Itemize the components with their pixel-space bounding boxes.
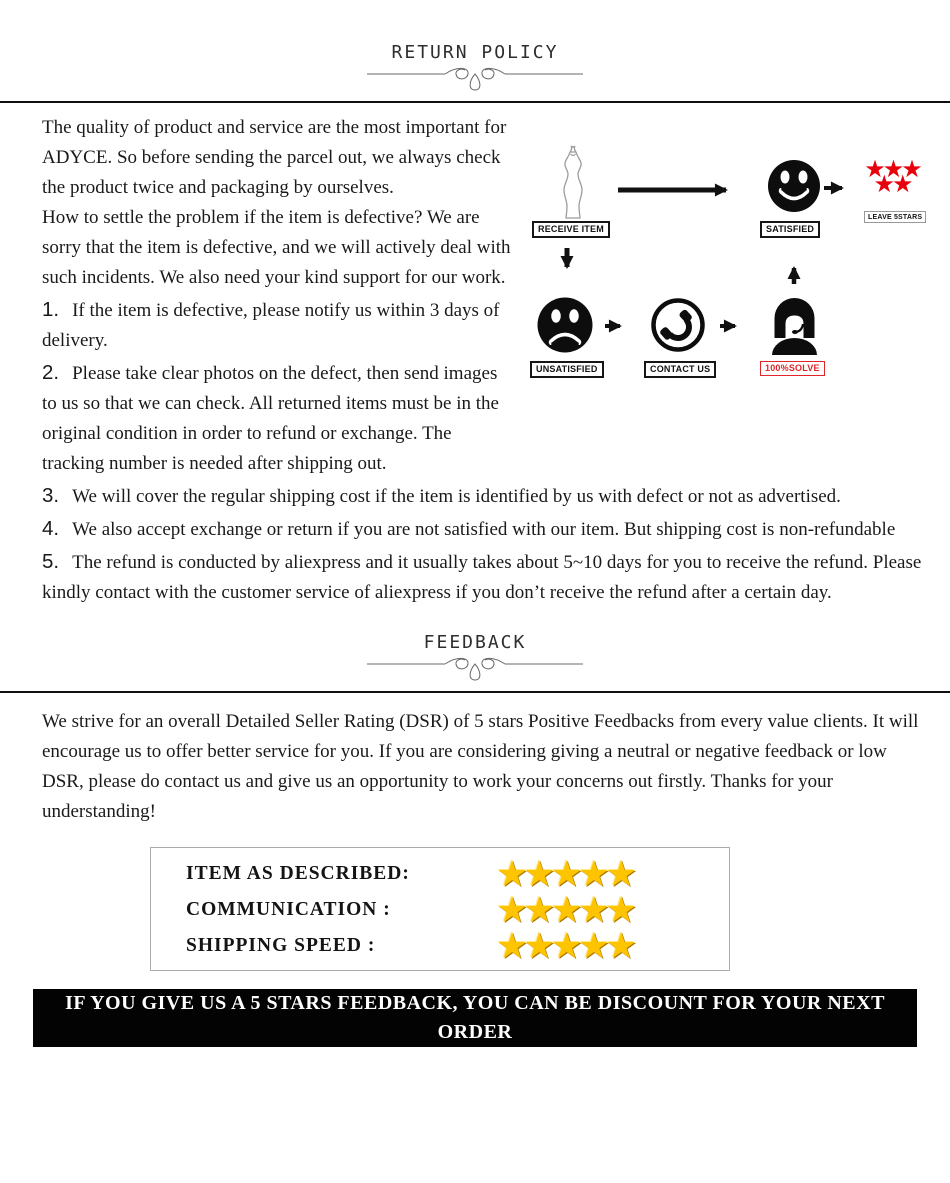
gold-star-icon: ★ xyxy=(550,854,578,894)
rating-row xyxy=(186,928,729,964)
gold-star-icon: ★ xyxy=(577,926,606,966)
item-text: The refund is conducted by aliexpress and it usually takes about 5~10 days for you to receive the refund. Please kindly contact with the customer service of aliexpress if you don’t receive the refund after a certain day. xyxy=(42,552,922,603)
item-number: 2. xyxy=(42,361,60,384)
gold-star-icon: ★ xyxy=(577,890,606,930)
item-number: 1. xyxy=(42,298,60,321)
feedback-header xyxy=(0,608,950,682)
satisfaction-flowchart xyxy=(524,121,922,475)
rating-label: COMMUNICATION : xyxy=(186,899,391,920)
gold-star-icon: ★ xyxy=(605,854,633,894)
gold-star-icon: ★ xyxy=(496,890,524,930)
gold-star-icon: ★ xyxy=(496,854,524,894)
divider-line-bottom xyxy=(0,691,950,693)
ratings-table xyxy=(150,847,730,971)
unsatisfied-label: UNSATISFIED xyxy=(530,361,604,378)
feedback-paragraph: We strive for an overall Detailed Seller Rating (DSR) of 5 stars Positive Feedbacks from every value clients. It will encourage us to offer better service for you. If you are considering giving a neutral or negative feedback or low DSR, please do contact us and give us an opportunity to work your concerns out firstly. Thanks for your understanding! xyxy=(42,711,919,822)
policy-item-4 xyxy=(42,514,922,545)
policy-intro-paragraph-1: The quality of product and service are the most important for ADYCE. So before sending the parcel out, we always check the product twice and packaging by ourselves. xyxy=(42,117,507,198)
smiley-face-icon xyxy=(768,160,820,212)
item-text: Please take clear photos on the defect, then send images to us so that we can check. All returned items must be in the original condition in order to refund or exchange. The tracking number is needed after shipping out. xyxy=(42,363,499,474)
return-policy-content xyxy=(0,103,950,608)
gold-star-icon: ★ xyxy=(550,926,578,966)
policy-item-3 xyxy=(42,481,922,512)
gold-star-icon: ★ xyxy=(523,926,551,966)
solve-label: 100%SOLVE xyxy=(760,361,825,376)
rating-stars xyxy=(496,928,632,964)
rating-stars xyxy=(496,892,632,928)
satisfied-label: SATISFIED xyxy=(760,221,820,238)
flourish-ornament xyxy=(365,64,585,92)
item-number: 3. xyxy=(42,484,60,507)
gold-star-icon: ★ xyxy=(496,926,524,966)
rating-label: ITEM AS DESCRIBED: xyxy=(186,863,410,884)
discount-banner: IF YOU GIVE US A 5 STARS FEEDBACK, YOU CAN BE DISCOUNT FOR YOUR NEXT ORDER xyxy=(33,989,917,1047)
return-policy-title: RETURN POLICY xyxy=(391,42,559,63)
item-text: If the item is defective, please notify us within 3 days of delivery. xyxy=(42,300,500,351)
red-star-icon: ★ xyxy=(864,157,883,183)
gold-star-icon: ★ xyxy=(523,854,551,894)
item-text: We also accept exchange or return if you are not satisfied with our item. But shipping cost is non-refundable xyxy=(72,519,896,540)
feedback-title: FEEDBACK xyxy=(423,632,527,653)
item-number: 4. xyxy=(42,517,60,540)
gold-star-icon: ★ xyxy=(523,890,551,930)
return-policy-header xyxy=(0,0,950,92)
gold-star-icon: ★ xyxy=(605,926,633,966)
five-red-stars-icon xyxy=(860,157,924,198)
policy-intro-paragraph-2: How to settle the problem if the item is defective? We are sorry that the item is defective, and we will actively deal with such incidents. We also need your kind support for our work. xyxy=(42,207,511,288)
customer-service-icon xyxy=(772,298,817,355)
rating-stars xyxy=(496,856,632,892)
red-star-icon: ★ xyxy=(873,172,892,198)
item-number: 5. xyxy=(42,550,60,573)
policy-item-5 xyxy=(42,547,922,608)
sad-face-icon xyxy=(538,298,593,353)
gold-star-icon: ★ xyxy=(605,890,633,930)
receive-item-label: RECEIVE ITEM xyxy=(532,221,610,238)
rating-label: SHIPPING SPEED : xyxy=(186,935,376,956)
gold-star-icon: ★ xyxy=(577,854,606,894)
red-star-icon: ★ xyxy=(901,157,920,183)
item-text: We will cover the regular shipping cost if the item is identified by us with defect or not as advertised. xyxy=(72,486,841,507)
rating-row xyxy=(186,856,729,892)
dress-icon xyxy=(564,146,582,218)
gold-star-icon: ★ xyxy=(550,890,578,930)
phone-icon xyxy=(654,301,703,350)
red-star-icon: ★ xyxy=(892,172,911,198)
red-star-icon: ★ xyxy=(882,157,902,183)
flourish-ornament xyxy=(365,654,585,682)
rating-row xyxy=(186,892,729,928)
contact-us-label: CONTACT US xyxy=(644,361,716,378)
leave-5stars-label: LEAVE 5STARS xyxy=(864,211,926,223)
